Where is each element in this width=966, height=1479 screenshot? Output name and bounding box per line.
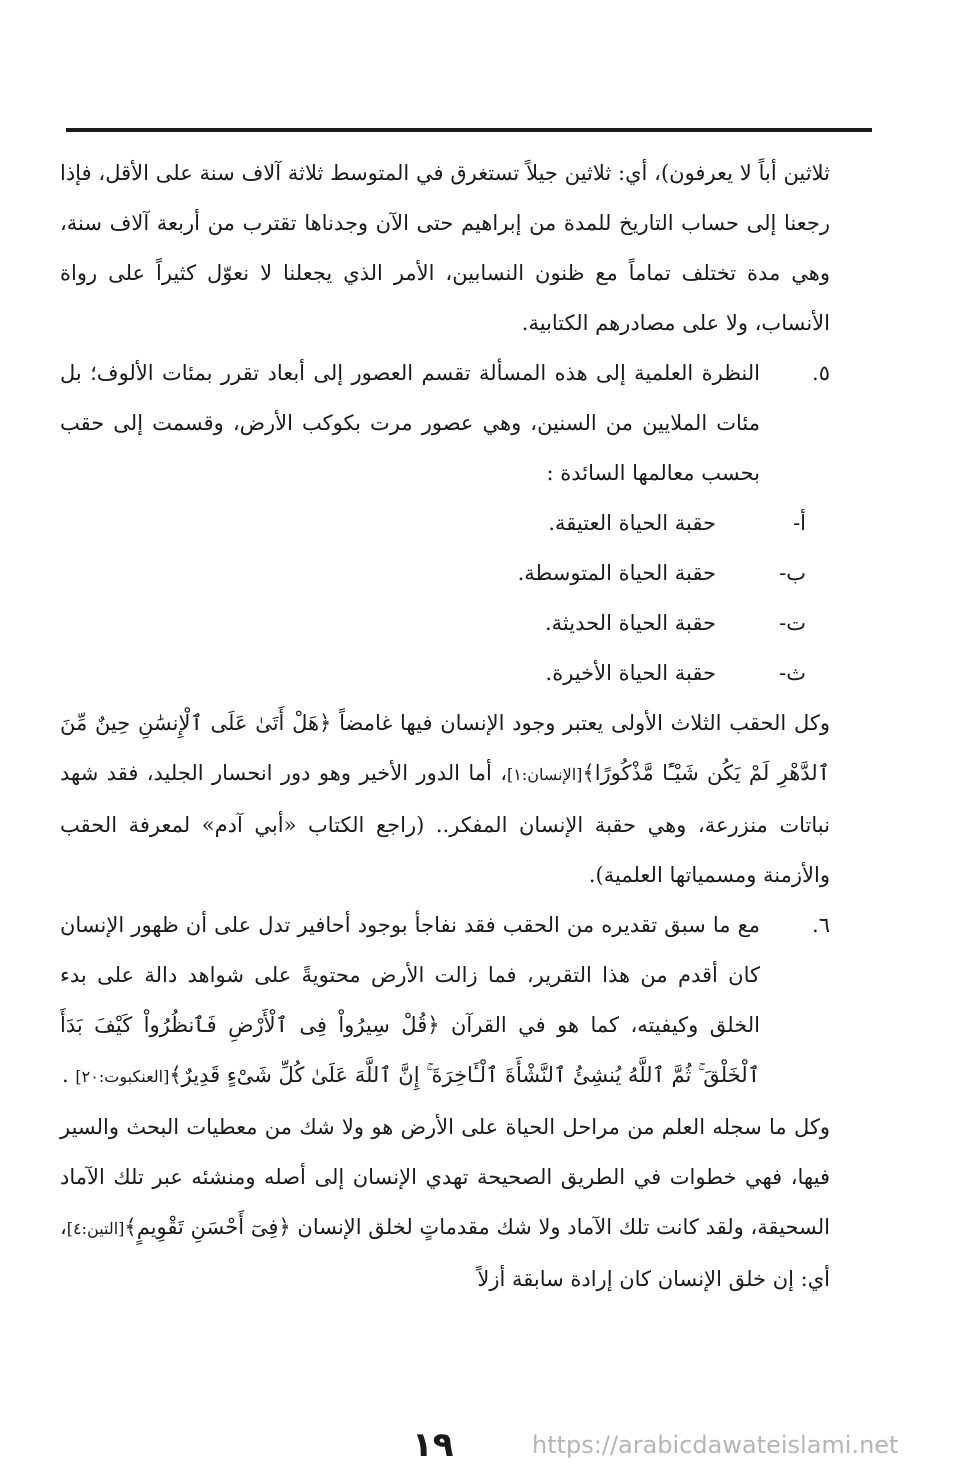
sublist-letter: أ- [793, 511, 806, 535]
sublist-item [60, 598, 830, 648]
verse-reference: [الإنسان:١] [507, 765, 583, 784]
sublist-text: حقبة الحياة الحديثة. [544, 611, 716, 635]
paragraph-text: ، أي: إن خلق الإنسان كان إرادة سابقة أزلاً [60, 1215, 830, 1291]
item-number: ٦. [812, 913, 830, 937]
verse-reference: [التين:٤] [66, 1219, 125, 1238]
paragraph-text: ، أما الدور الأخير وهو دور انحسار الجليد، فقد شهد نباتات منزرعة، وهي حقبة الإنسان المفكر.. (راجع الكتاب «أبي آدم» لمعرفة الحقب والأزمنة ومسمياتها العلمية). [60, 761, 830, 887]
sublist-item [60, 498, 830, 548]
sublist-text: حقبة الحياة الأخيرة. [545, 661, 716, 685]
page-number: ١٩ [412, 1425, 454, 1465]
watermark-url: https://arabicdawateislami.net [532, 1431, 899, 1459]
verse-reference: [العنكبوت:٢٠] [75, 1067, 170, 1086]
paragraph-text: وكل الحقب الثلاث الأولى يعتبر وجود الإنسان فيها غامضاً [339, 711, 830, 735]
paragraph-continuation: ثلاثين أباً لا يعرفون)، أي: ثلاثين جيلاً تستغرق في المتوسط ثلاثة آلاف سنة على الأقل، فإذا رجعنا إلى حساب التاريخ للمدة من إبراهيم حتى الآن وجدناها تقترب من أربعة آلاف سنة، وهي مدة تختلف تماماً مع ظنون النسابين، الأمر الذي يجعلنا لا نعوّل كثيراً على رواة الأنساب، ولا على مصادرهم الكتابية. [60, 161, 830, 335]
quran-verse: ﴿فِىٓ أَحْسَنِ تَقْوِيمٍ﴾ [124, 1215, 291, 1239]
item-number: ٥. [812, 361, 830, 385]
paragraph-eras [60, 698, 830, 900]
sublist-letter: ب- [779, 561, 806, 585]
sublist-item [60, 548, 830, 598]
list-item-6 [60, 900, 830, 1102]
paragraph-closing [60, 1102, 830, 1304]
item-text: مع ما سبق تقديره من الحقب فقد نفاجأ بوجود أحافير تدل على أن ظهور الإنسان كان أقدم من هذا التقرير، فما زالت الأرض محتويةً على شواهد دالة على بدء الخلق وكيفيته، كما هو في القرآن [60, 913, 761, 1037]
list-item-5 [60, 348, 830, 498]
page-body [60, 148, 830, 1304]
page-footer [0, 1425, 966, 1465]
era-sublist [60, 498, 830, 698]
quran-verse: ﴿قُلْ سِيرُواْ فِى ٱلْأَرْضِ فَٱنظُرُواْ كَيْفَ بَدَأَ ٱلْخَلْقَ ۚ ثُمَّ ٱللَّهُ يُنشِئُ ٱلنَّشْأَةَ ٱلْـَٔاخِرَةَ ۚ إِنَّ ٱللَّهَ عَلَىٰ كُلِّ شَىْءٍ قَدِيرٌ﴾ [60, 1013, 760, 1087]
sublist-text: حقبة الحياة العتيقة. [548, 511, 716, 535]
quran-verse: ﴿هَلْ أَتَىٰ عَلَى ٱلْإِنسَٰنِ حِينٌ مِّنَ ٱلدَّهْرِ لَمْ يَكُن شَيْـًٔا مَّذْكُورًا﴾ [60, 711, 830, 785]
sublist-letter: ث- [779, 661, 806, 685]
item-text-end: . [62, 1063, 69, 1087]
sublist-letter: ت- [779, 611, 806, 635]
sublist-text: حقبة الحياة المتوسطة. [517, 561, 716, 585]
paragraph-text: وكل ما سجله العلم من مراحل الحياة على الأرض هو ولا شك من معطيات البحث والسير فيها، فهي خطوات في الطريق الصحيحة تهدي الإنسان إلى أصله ومنشئه عبر تلك الآماد السحيقة، ولقد كانت تلك الآماد ولا شك مقدماتٍ لخلق الإنسان [60, 1115, 830, 1239]
sublist-item [60, 648, 830, 698]
item-text: النظرة العلمية إلى هذه المسألة تقسم العصور إلى أبعاد تقرر بمئات الألوف؛ بل مئات الملايين من السنين، وهي عصور مرت بكوكب الأرض، وقسمت إلى حقب بحسب معالمها السائدة : [60, 361, 760, 485]
top-rule [66, 128, 872, 132]
